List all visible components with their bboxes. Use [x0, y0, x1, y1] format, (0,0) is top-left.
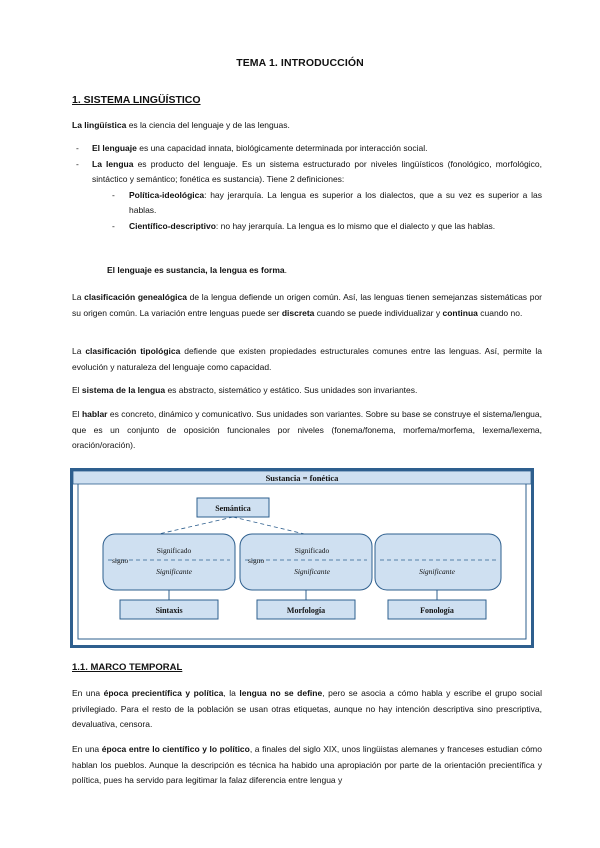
significante-1: Significante	[156, 567, 192, 576]
list-item: - Científico-descriptivo: no hay jerarquía. La lengua es lo mismo que el dialecto y que las hablas.	[92, 219, 542, 235]
level-morfologia: Morfología	[286, 606, 326, 615]
motto: El lenguaje es sustancia, la lengua es forma.	[107, 265, 287, 275]
diagram-header: Sustancia = fonética	[265, 473, 339, 483]
list-item: - Política-ideológica: hay jerarquía. La lengua es superior a los dialectos, que a su vez es superior a las hablas.	[92, 188, 542, 219]
linguistic-levels-diagram	[70, 468, 534, 648]
definition-list	[72, 141, 542, 234]
significante-2: Significante	[294, 567, 330, 576]
paragraph-epoca-cientifica: En una época entre lo científico y lo político, a finales del siglo XIX, unos lingüistas alemanes y franceses estudian cómo hablan los pueblos. Aunque la descripción es técnica ha habido una apropiación por parte de la orientación precientífica y política, pues ha servido para legitimar la falaz diferencia entre lengua y	[72, 744, 542, 785]
level-fonologia: Fonología	[420, 606, 454, 615]
sub-definition-list	[92, 188, 542, 235]
section-heading-marco-temporal: 1.1. MARCO TEMPORAL	[72, 662, 183, 673]
paragraph-epoca-precientifica: En una época precientífica y política, la lengua no se define, pero se asocia a cómo habla y escribe el grupo social privilegiado. Para el resto de la población se usan otras etiquetas, aunque no hay intención descriptiva sino prescriptiva, devaluativa, censora.	[72, 688, 542, 729]
paragraph-genealogica: La clasificación genealógica de la lengua defiende un origen común. Así, las lenguas tienen semejanzas sistemáticas por su origen común. La variación entre lenguas puede ser discreta cuando se puede individualizar y continua cuando no.	[72, 292, 543, 318]
signo-2: signo	[248, 556, 265, 565]
paragraph-tipologica: La clasificación tipológica defiende que existen propiedades estructurales comunes entre las lenguas. Así, permite la evolución y naturaleza del lenguaje como capacidad.	[72, 346, 542, 372]
significado-1: Significado	[156, 546, 192, 555]
list-item: - El lenguaje es una capacidad innata, biológicamente determinada por interacción social.	[72, 141, 542, 157]
sign-box-3	[375, 534, 501, 590]
significado-2: Significado	[294, 546, 330, 555]
significante-3: Significante	[419, 567, 455, 576]
list-item: - La lengua es producto del lenguaje. Es un sistema estructurado por niveles lingüísticos (fonológico, morfológico, sintáctico y semántico; fonética es sustancia). Tiene 2 definiciones: - Política-ideológica: hay jerarquía. La lengua es superior a los dialectos, que a su vez es superior a las hablas. - Científico-descriptivo: no hay jerarquía. La lengua es lo mismo que el dialecto y que las hablas.	[72, 157, 542, 235]
term-linguistica: La lingüística	[72, 120, 127, 130]
intro-paragraph: La lingüística es la ciencia del lenguaje y de las lenguas.	[72, 120, 290, 130]
signo-1: signo	[112, 556, 129, 565]
level-sintaxis: Sintaxis	[155, 606, 183, 615]
paragraph-hablar: El hablar es concreto, dinámico y comunicativo. Sus unidades son variantes. Sobre su base se construye el sistema/lengua, que es un conjunto de oposición funcionales por niveles (fonema/fonema, morfema/morfema, lexema/lexema, oración/oración).	[72, 409, 542, 450]
section-heading-sistema-linguistico: 1. SISTEMA LINGÜÍSTICO	[72, 94, 201, 106]
page-title: TEMA 1. INTRODUCCIÓN	[236, 57, 364, 69]
semantica-label: Semántica	[215, 504, 251, 513]
paragraph-sistema: El sistema de la lengua es abstracto, sistemático y estático. Sus unidades son invariantes.	[72, 385, 418, 395]
